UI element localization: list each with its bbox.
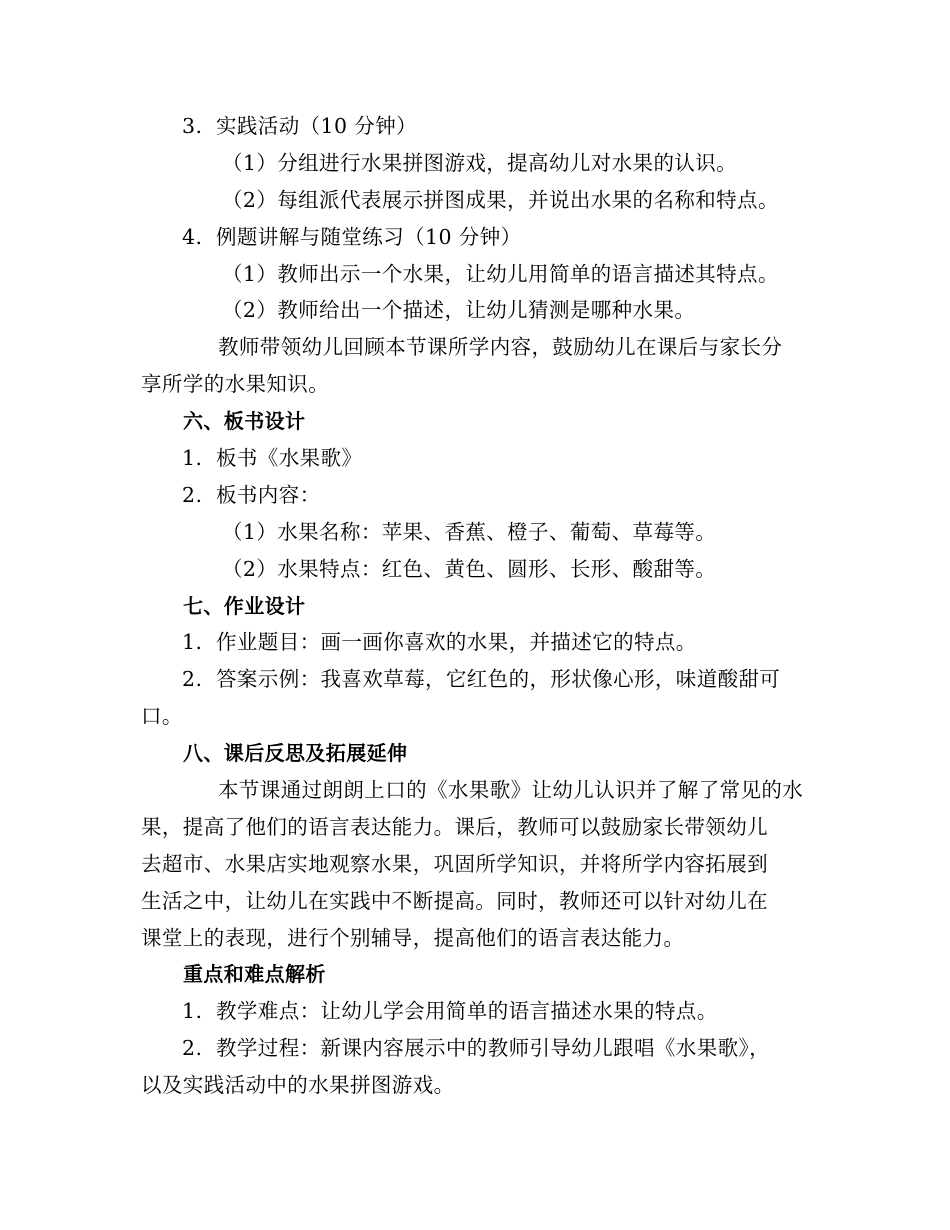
keypoints-item-2: 2. 教学过程：新课内容展示中的教师引导幼儿跟唱《水果歌》， [182, 1036, 771, 1061]
review-paragraph-line-1: 教师带领幼儿回顾本节课所学内容，鼓励幼儿在课后与家长分 [218, 335, 783, 360]
homework-item-2-cont: 口。 [141, 704, 183, 729]
reflection-line-3: 去超市、水果店实地观察水果，巩固所学知识，并将所学内容拓展到 [141, 851, 768, 876]
homework-heading: 七、作业设计 [183, 593, 306, 618]
section-4-item-1: （1）教师出示一个水果，让幼儿用简单的语言描述其特点。 [222, 261, 779, 286]
homework-item-1: 1. 作业题目：画一画你喜欢的水果，并描述它的特点。 [182, 630, 697, 655]
reflection-line-2: 果，提高了他们的语言表达能力。课后，教师可以鼓励家长带领幼儿 [141, 814, 768, 839]
section-4-item-2: （2）教师给出一个描述，让幼儿猜测是哪种水果。 [222, 298, 696, 323]
board-item-2: 2. 板书内容： [182, 482, 321, 507]
board-design-heading: 六、板书设计 [183, 409, 306, 434]
homework-item-2: 2. 答案示例：我喜欢草莓，它红色的，形状像心形，味道酸甜可 [182, 667, 781, 692]
board-sub-item-2: （2）水果特点：红色、黄色、圆形、长形、酸甜等。 [222, 556, 717, 581]
board-sub-item-1: （1）水果名称：苹果、香蕉、橙子、葡萄、草莓等。 [222, 519, 717, 544]
document-page [0, 108, 950, 1104]
reflection-line-5: 课堂上的表现，进行个别辅导，提高他们的语言表达能力。 [141, 925, 685, 950]
section-4-title: 4. 例题讲解与随堂练习（10 分钟） [182, 224, 522, 249]
board-item-1: 1. 板书《水果歌》 [182, 446, 363, 471]
section-3-item-1: （1）分组进行水果拼图游戏，提高幼儿对水果的认识。 [222, 150, 738, 175]
section-3-title: 3. 实践活动（10 分钟） [182, 114, 418, 138]
reflection-line-1: 本节课通过朗朗上口的《水果歌》让幼儿认识并了解了常见的水 [218, 778, 804, 803]
reflection-heading: 八、课后反思及拓展延伸 [183, 741, 408, 766]
reflection-line-4: 生活之中，让幼儿在实践中不断提高。同时，教师还可以针对幼儿在 [141, 888, 768, 913]
review-paragraph-line-2: 享所学的水果知识。 [141, 372, 330, 397]
keypoints-item-2-cont: 以及实践活动中的水果拼图游戏。 [141, 1073, 455, 1098]
keypoints-item-1: 1. 教学难点：让幼儿学会用简单的语言描述水果的特点。 [182, 999, 718, 1024]
keypoints-heading: 重点和难点解析 [183, 962, 326, 987]
section-3-item-2: （2）每组派代表展示拼图成果，并说出水果的名称和特点。 [222, 187, 779, 212]
